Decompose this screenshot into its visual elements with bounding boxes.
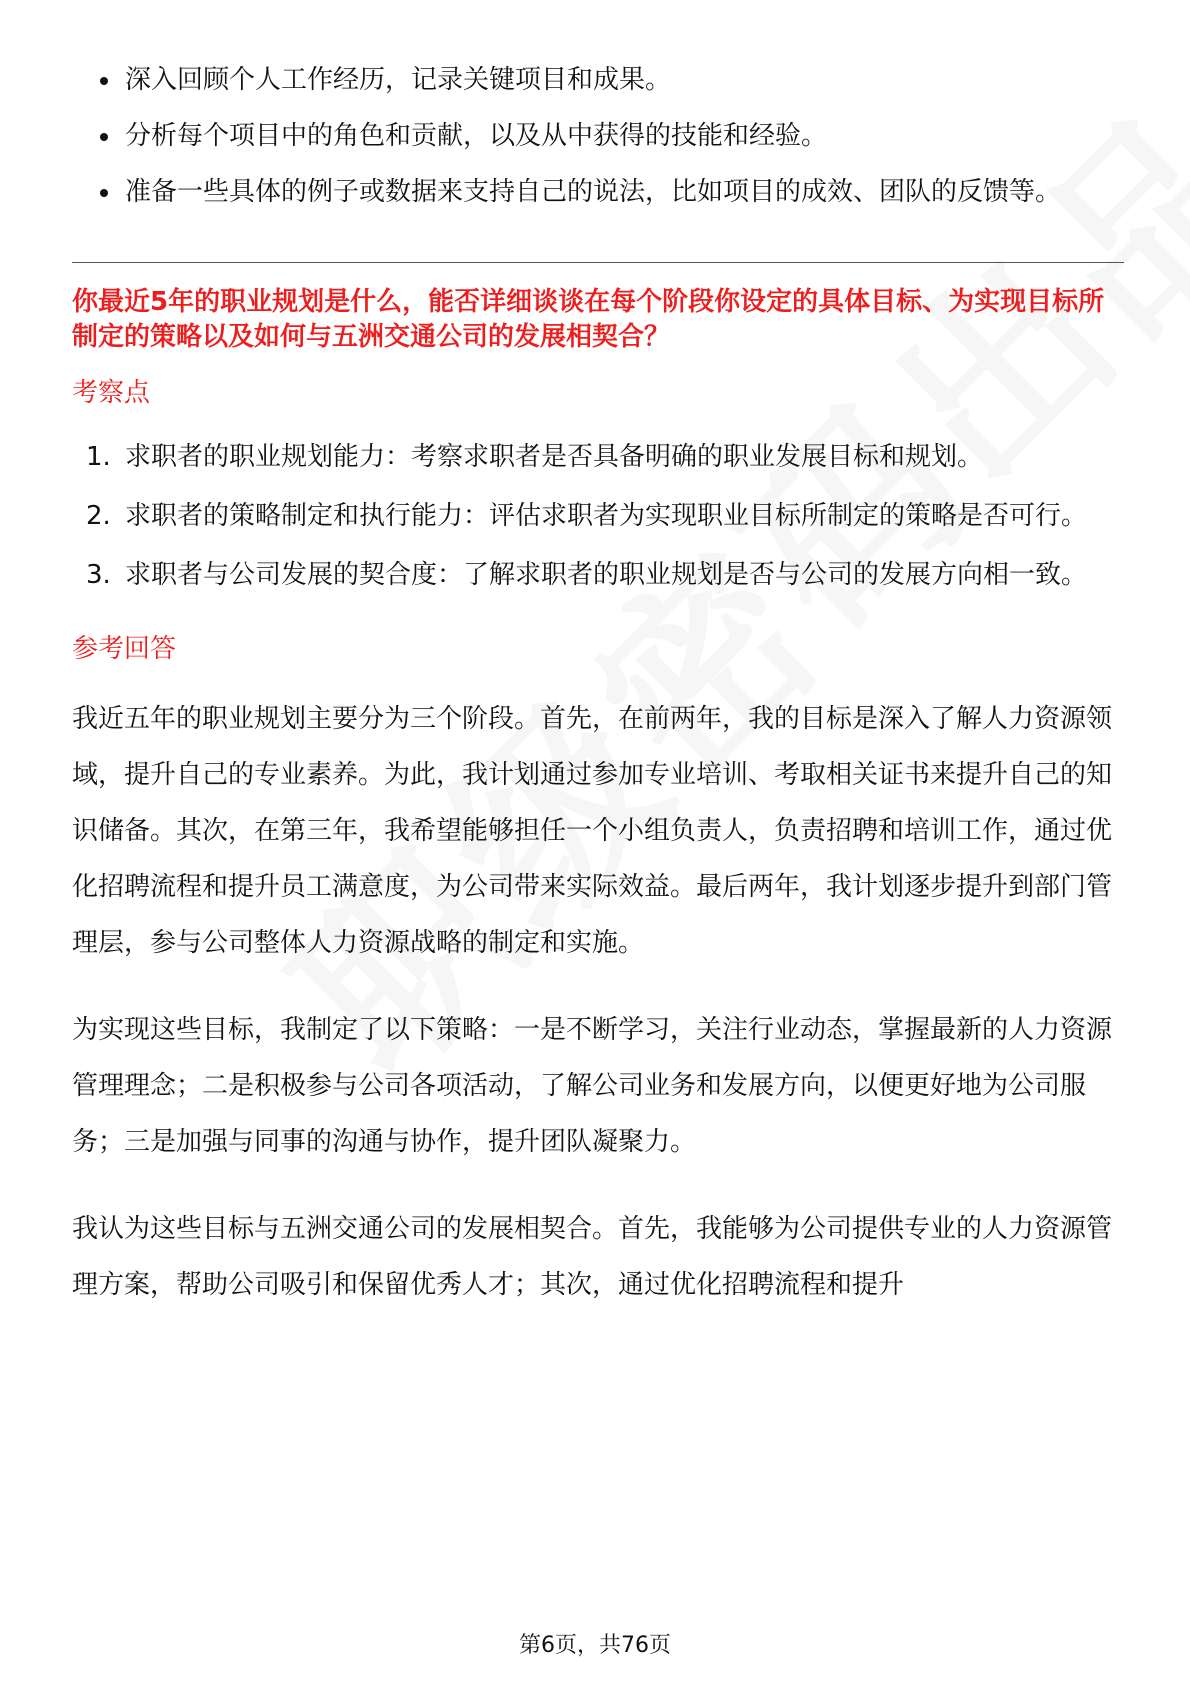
list-item: [72, 108, 1124, 164]
bullet-text: 深入回顾个人工作经历，记录关键项目和成果。: [125, 65, 672, 95]
list-item: [72, 429, 1124, 485]
bullet-text: 准备一些具体的例子或数据来支持自己的说法，比如项目的成效、团队的反馈等。: [125, 177, 1062, 207]
item-text: 求职者的策略制定和执行能力：评估求职者为实现职业目标所制定的策略是否可行。: [125, 501, 1088, 531]
list-item: [72, 488, 1124, 544]
list-item: [72, 164, 1124, 220]
bullet-dot-icon: [100, 133, 108, 141]
bullet-text: 分析每个项目中的角色和贡献，以及从中获得的技能和经验。: [125, 121, 828, 151]
item-text: 求职者与公司发展的契合度：了解求职者的职业规划是否与公司的发展方向相一致。: [125, 560, 1088, 590]
assessment-heading: 考察点: [72, 378, 151, 408]
assessment-list: [72, 429, 1124, 603]
answer-heading: 参考回答: [72, 634, 177, 664]
page-number-footer: 第6页，共76页: [519, 1633, 671, 1658]
page-content: [72, 52, 1124, 1344]
item-number: 2.: [86, 501, 111, 531]
item-text: 求职者的职业规划能力：考察求职者是否具备明确的职业发展目标和规划。: [125, 442, 984, 472]
item-number: 3.: [86, 560, 111, 590]
answer-paragraph: 我近五年的职业规划主要分为三个阶段。首先，在前两年，我的目标是深入了解人力资源领域，提升自己的专业素养。为此，我计划通过参加专业培训、考取相关证书来提升自己的知识储备。其次，在第三年，我希望能够担任一个小组负责人，负责招聘和培训工作，通过优化招聘流程和提升员工满意度，为公司带来实际效益。最后两年，我计划逐步提升到部门管理层，参与公司整体人力资源战略的制定和实施。: [72, 704, 1113, 958]
bullet-dot-icon: [100, 77, 108, 85]
answer-paragraph: 为实现这些目标，我制定了以下策略：一是不断学习，关注行业动态，掌握最新的人力资源管理理念；二是积极参与公司各项活动，了解公司业务和发展方向，以便更好地为公司服务；三是加强与同事的沟通与协作，提升团队凝聚力。: [72, 1015, 1113, 1157]
tips-bullet-list: [72, 52, 1124, 220]
answer-paragraph: 我认为这些目标与五洲交通公司的发展相契合。首先，我能够为公司提供专业的人力资源管理方案，帮助公司吸引和保留优秀人才；其次，通过优化招聘流程和提升: [72, 1214, 1113, 1300]
list-item: [72, 52, 1124, 108]
section-divider: [72, 262, 1124, 263]
list-item: [72, 547, 1124, 603]
item-number: 1.: [86, 442, 111, 472]
interview-question: 你最近5年的职业规划是什么，能否详细谈谈在每个阶段你设定的具体目标、为实现目标所制定的策略以及如何与五洲交通公司的发展相契合？: [72, 287, 1105, 352]
bullet-dot-icon: [100, 189, 108, 197]
